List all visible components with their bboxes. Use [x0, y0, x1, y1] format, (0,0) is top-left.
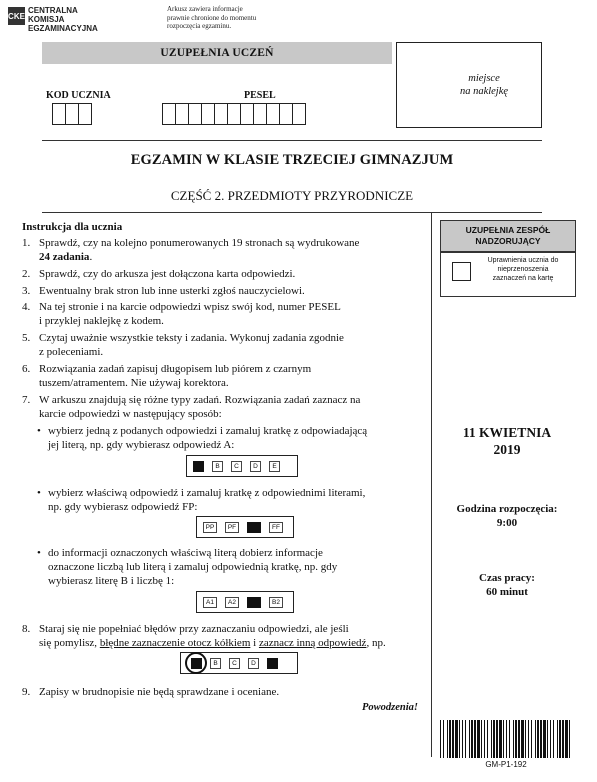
divider [42, 212, 542, 213]
instruction-item-8: 8. Staraj się nie popełniać błędów przy zaznaczaniu odpowiedzi, ale jeśli się pomylisz, błędne zaznaczenie otocz kółkiem i zaznacz inną odpowiedź, np. [22, 623, 386, 649]
code-cell[interactable] [65, 103, 79, 125]
barcode-bar [471, 720, 473, 758]
code-cell[interactable] [52, 103, 66, 125]
example-matching [196, 591, 294, 613]
barcode-bar [496, 720, 498, 758]
exam-title: EGZAMIN W KLASIE TRZECIEJ GIMNAZJUM [130, 152, 454, 168]
answer-box: C [231, 461, 242, 472]
barcode-bar [459, 720, 460, 758]
barcode-bar [518, 720, 520, 758]
column-divider [431, 212, 432, 757]
barcode-bar [550, 720, 551, 758]
divider [42, 140, 542, 141]
answer-box: FF [269, 522, 283, 533]
instruction-item-5: 5. Czytaj uważnie wszystkie teksty i zadania. Wykonuj zadania zgodnie z poleceniami. [22, 332, 344, 358]
barcode-bar [562, 720, 564, 758]
barcode-bar [540, 720, 542, 758]
correction-circle-icon [185, 652, 207, 674]
answer-box: D [248, 658, 259, 669]
exam-date: 11 KWIETNIA 2019 [462, 425, 552, 457]
barcode-bar [506, 720, 507, 758]
instruction-item-6: 6. Rozwiązania zadań zapisuj długopisem lub piórem z czarnym tuszem/atramentem. Nie używaj korektora. [22, 363, 312, 389]
example-single-choice [186, 455, 298, 477]
barcode-bar [509, 720, 510, 758]
barcode-bar [474, 720, 476, 758]
cke-logo-icon: CKE [8, 7, 25, 25]
example-true-false [196, 516, 294, 538]
bullet-true-false: • wybierz właściwą odpowiedź i zamaluj kratkę z odpowiednimi literami, np. gdy wybierasz odpowiedź FP: [48, 486, 428, 514]
barcode-bar [553, 720, 554, 758]
barcode-bar [525, 720, 526, 758]
answer-box: D [250, 461, 261, 472]
student-section-band: UZUPEŁNIA UCZEŃ [42, 42, 392, 64]
barcode-bar [465, 720, 466, 758]
barcode-bar [447, 720, 448, 758]
filled-box [193, 461, 204, 472]
barcode-bar [443, 720, 444, 758]
cke-logo-text: CENTRALNA KOMISJA EGZAMINACYJNA [28, 6, 98, 33]
barcode-bar [569, 720, 570, 758]
barcode-bar [477, 720, 480, 758]
pesel-cell[interactable] [279, 103, 293, 125]
pesel-cell[interactable] [227, 103, 241, 125]
instructions-heading: Instrukcja dla ucznia [22, 221, 123, 233]
barcode-bar [565, 720, 568, 758]
barcode-bar [469, 720, 470, 758]
barcode-bar [513, 720, 514, 758]
barcode-bar [543, 720, 546, 758]
student-code-label: KOD UCZNIA [46, 90, 111, 101]
start-time: Godzina rozpoczęcia: 9:00 [456, 503, 558, 529]
answer-box: B2 [269, 597, 283, 608]
proctor-checkbox[interactable] [452, 262, 471, 281]
answer-box: PF [225, 522, 239, 533]
instruction-item-2: 2. Sprawdź, czy do arkusza jest dołączona karta odpowiedzi. [22, 268, 296, 280]
pesel-cell[interactable] [292, 103, 306, 125]
filled-box [247, 522, 261, 533]
bullet-single-choice: • wybierz jedną z podanych odpowiedzi i zamaluj kratkę z odpowiadającą jej literą, np. gdy wybierasz odpowiedź A: [48, 424, 428, 452]
answer-box: B [210, 658, 221, 669]
barcode-bar [557, 720, 558, 758]
instruction-item-7: 7. W arkuszu znajdują się różne typy zadań. Rozwiązania zadań zaznacz na karcie odpowiedzi w następujący sposób: [22, 394, 361, 420]
pesel-cell[interactable] [253, 103, 267, 125]
answer-box: PP [203, 522, 217, 533]
answer-box: E [269, 461, 280, 472]
barcode-bar [528, 720, 529, 758]
good-luck: Powodzenia! [361, 702, 418, 713]
instruction-item-3: 3. Ewentualny brak stron lub inne usterki zgłoś nauczycielowi. [22, 285, 305, 297]
document-code: GM-P1-192 [485, 760, 527, 769]
barcode-bar [462, 720, 463, 758]
pesel-cell[interactable] [201, 103, 215, 125]
proctor-checkbox-label: Uprawnienia ucznia do nieprzenoszenia zaznaczeń na kartę [487, 257, 559, 282]
duration: Czas pracy: 60 minut [479, 572, 535, 598]
pesel-cell[interactable] [162, 103, 176, 125]
exam-subtitle: CZĘŚĆ 2. PRZEDMIOTY PRZYRODNICZE [170, 188, 414, 203]
proctor-section-band: UZUPEŁNIA ZESPÓŁ NADZORUJĄCY [440, 220, 576, 252]
barcode-bar [481, 720, 482, 758]
barcode-bar [487, 720, 488, 758]
barcode-bar [499, 720, 502, 758]
barcode-bar [559, 720, 561, 758]
barcode-bar [440, 720, 441, 758]
answer-box: A2 [225, 597, 239, 608]
filled-box [247, 597, 261, 608]
pesel-field[interactable] [162, 103, 306, 125]
barcode-bar [455, 720, 458, 758]
barcode-bar [503, 720, 504, 758]
code-cell[interactable] [78, 103, 92, 125]
answer-box: C [229, 658, 240, 669]
instruction-item-9: 9. Zapisy w brudnopisie nie będą sprawdzane i oceniane. [22, 686, 280, 698]
barcode-bar [531, 720, 532, 758]
barcode-bar [484, 720, 485, 758]
barcode-bar [515, 720, 517, 758]
student-code-field[interactable] [52, 103, 92, 125]
barcode-bar [449, 720, 451, 758]
sticker-label: miejsce na naklejkę [459, 73, 509, 97]
pesel-label: PESEL [244, 90, 276, 101]
pesel-cell[interactable] [214, 103, 228, 125]
barcode-bar [547, 720, 548, 758]
instruction-item-1: 1. Sprawdź, czy na kolejno ponumerowanych 19 stronach są wydrukowane 24 zadania. [22, 237, 360, 263]
barcode-bar [535, 720, 536, 758]
answer-box: B [212, 461, 223, 472]
barcode-bar [521, 720, 524, 758]
barcode-icon [438, 720, 574, 758]
pesel-cell[interactable] [240, 103, 254, 125]
barcode-bar [493, 720, 495, 758]
pesel-cell[interactable] [266, 103, 280, 125]
answer-box: A1 [203, 597, 217, 608]
barcode-bar [537, 720, 539, 758]
pesel-cell[interactable] [188, 103, 202, 125]
filled-box [267, 658, 278, 669]
confidentiality-note: Arkusz zawiera informacje prawnie chronione do momentu rozpoczęcia egzaminu. [167, 5, 257, 30]
bullet-matching: • do informacji oznaczonych właściwą literą dobierz informacje oznaczone liczbą lub literą i zamaluj odpowiednią kratkę, np. gdy wybierasz literę B i liczbę 1: [48, 546, 428, 588]
instruction-item-4: 4. Na tej stronie i na karcie odpowiedzi wpisz swój kod, numer PESEL i przyklej naklejkę z kodem. [22, 301, 341, 327]
barcode-bar [491, 720, 492, 758]
barcode-bar [452, 720, 454, 758]
pesel-cell[interactable] [175, 103, 189, 125]
